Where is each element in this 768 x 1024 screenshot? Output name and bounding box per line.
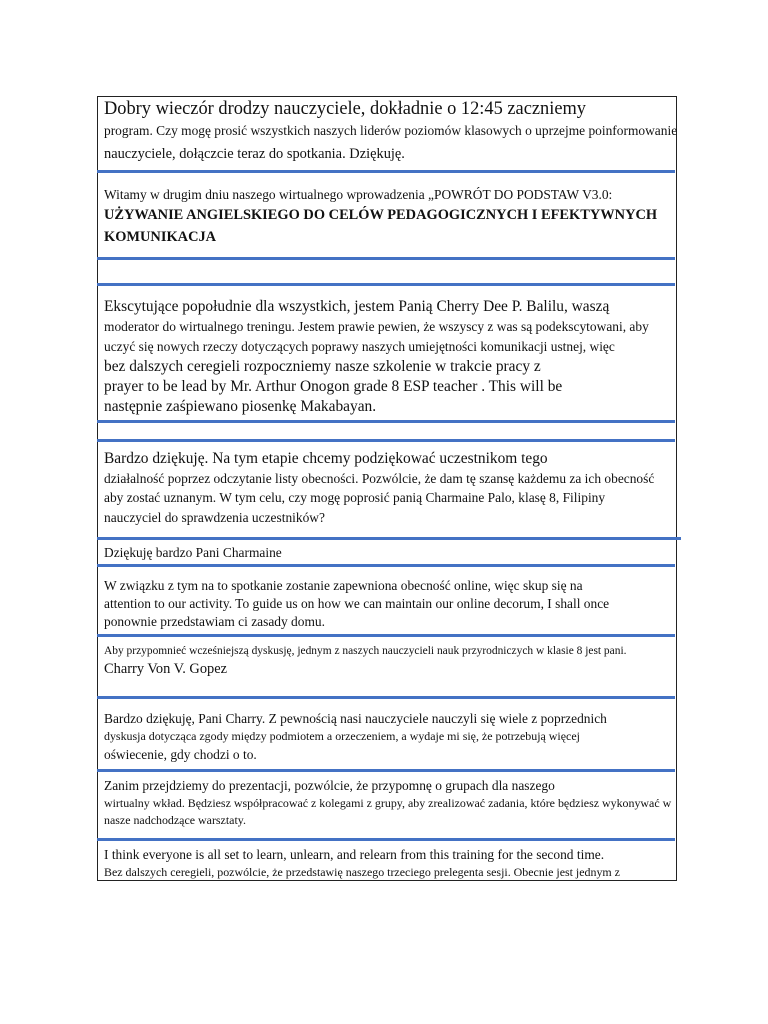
section-divider: [97, 838, 675, 841]
section-thanks-charry: [104, 710, 768, 765]
text-line: Witamy w drugim dniu naszego wirtualnego wprowadzenia „POWRÓT DO PODSTAW V3.0:: [104, 187, 613, 202]
section-divider: [97, 439, 675, 442]
text-line: następnie zaśpiewano piosenkę Makabayan.: [104, 398, 377, 415]
text-line: moderator do wirtualnego treningu. Jestem prawie pewien, że wszyscy z was są podekscytowani, aby: [104, 319, 649, 334]
section-divider: [97, 537, 681, 540]
text-line: UŻYWANIE ANGIELSKIEGO DO CELÓW PEDAGOGICZNYCH I EFEKTYWNYCH: [104, 207, 658, 223]
section-divider: [97, 420, 675, 423]
section-third-speaker: [104, 846, 768, 881]
text-line: bez dalszych ceregieli rozpoczniemy nasze szkolenie w trakcie pracy z: [104, 358, 541, 375]
text-line: Ekscytujące popołudnie dla wszystkich, jestem Panią Cherry Dee P. Balilu, waszą: [104, 298, 610, 315]
section-recap: [104, 643, 768, 679]
section-groups: [104, 777, 768, 829]
text-line: nauczyciele, dołączcie teraz do spotkania. Dziękuję.: [104, 146, 405, 162]
text-line: nasze nadchodzące warsztaty.: [104, 813, 246, 827]
text-line: Charry Von V. Gopez: [104, 661, 228, 677]
text-line: attention to our activity. To guide us on how we can maintain our online decorum, I shall once: [104, 596, 610, 611]
text-line: Dziękuję bardzo Pani Charmaine: [104, 545, 282, 560]
section-welcome: [104, 186, 768, 248]
text-line: I think everyone is all set to learn, unlearn, and relearn from this training for the second time.: [104, 847, 605, 862]
section-divider: [97, 564, 675, 567]
text-line: Zanim przejdziemy do prezentacji, pozwólcie, że przypomnę o grupach dla naszego: [104, 778, 555, 793]
text-line: KOMUNIKACJA: [104, 229, 217, 245]
text-line: Dobry wieczór drodzy nauczyciele, dokładnie o 12:45 zaczniemy: [104, 99, 587, 119]
section-divider: [97, 283, 675, 286]
section-divider: [97, 769, 675, 772]
section-divider: [97, 170, 675, 173]
section-moderator-intro: [104, 297, 768, 417]
text-line: Bez dalszych ceregieli, pozwólcie, że przedstawię naszego trzeciego prelegenta sesji. Obecnie jest jednym z: [104, 865, 620, 879]
text-line: oświecenie, gdy chodzi o to.: [104, 747, 257, 762]
section-greeting: [104, 98, 768, 166]
text-line: Aby przypomnieć wcześniejszą dyskusję, jednym z naszych nauczycieli nauk przyrodniczych w klasie 8 jest pani.: [104, 645, 627, 657]
text-line: dyskusja dotycząca zgody między podmiotem a orzeczeniem, a wydaje mi się, że potrzebują więcej: [104, 729, 580, 743]
text-line: ponownie przedstawiam ci zasady domu.: [104, 614, 325, 629]
text-line: prayer to be lead by Mr. Arthur Onogon grade 8 ESP teacher . This will be: [104, 378, 563, 395]
text-line: uczyć się nowych rzeczy dotyczących poprawy naszych umiejętności komunikacji ustnej, więc: [104, 339, 615, 354]
text-line: nauczyciel do sprawdzenia uczestników?: [104, 510, 325, 525]
text-line: działalność poprzez odczytanie listy obecności. Pozwólcie, że dam tę szansę każdemu za ich obecność: [104, 471, 655, 486]
text-line: wirtualny wkład. Będziesz współpracować z kolegami z grupy, aby zrealizować zadania, które będziesz wykonywać w: [104, 796, 672, 810]
section-divider: [97, 696, 675, 699]
text-line: W związku z tym na to spotkanie zostanie zapewniona obecność online, więc skup się na: [104, 578, 583, 593]
section-divider: [97, 634, 675, 637]
text-line: aby zostać uznanym. W tym celu, czy mogę poprosić panią Charmaine Palo, klasę 8, Filipiny: [104, 490, 606, 505]
section-thanks-charmaine: [104, 544, 768, 562]
text-line: program. Czy mogę prosić wszystkich naszych liderów poziomów klasowych o uprzejme poinformowanie: [104, 123, 678, 138]
text-line: Bardzo dziękuję. Na tym etapie chcemy podziękować uczestnikom tego: [104, 450, 548, 467]
section-attendance: [104, 449, 768, 528]
section-divider: [97, 257, 675, 260]
text-line: Bardzo dziękuję, Pani Charry. Z pewnością nasi nauczyciele nauczyli się wiele z poprzednich: [104, 711, 607, 726]
section-online-rules: [104, 577, 768, 631]
